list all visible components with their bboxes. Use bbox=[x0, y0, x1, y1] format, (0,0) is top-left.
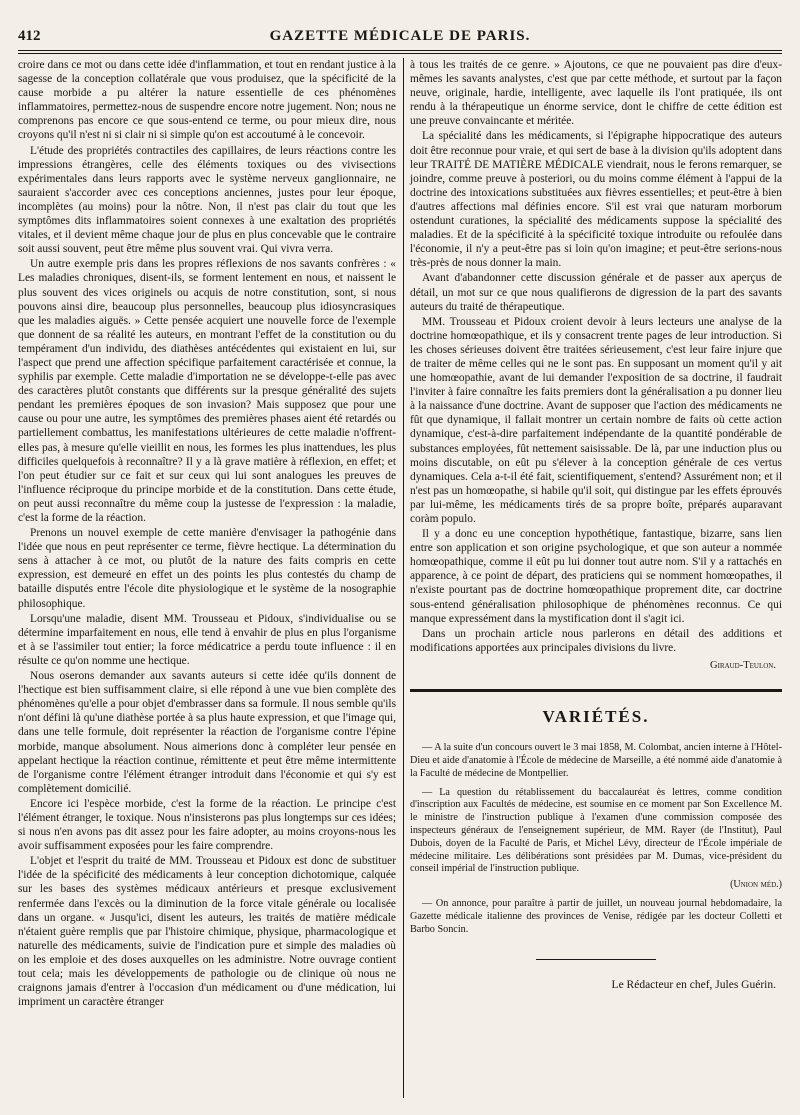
page-number: 412 bbox=[18, 28, 41, 44]
news-item: — La question du rétablissement du baccalauréat ès lettres, comme condition d'inscription aux Facultés de médecine, est soumise en ce moment par Son Excellence M. le ministre de l'instruction publique à l'examen d'une commission composée des inspecteurs généraux de l'enseignement supérieur, de MM. Rayer (de l'Institut), Paul Dubois, doyen de la Faculté de Paris, et Michel Lévy, directeur de l'École impériale de médecine militaire. Les délibérations sont présidées par M. Dumas, vice-président du conseil impérial de l'instruction publique. bbox=[410, 786, 782, 875]
source-note: (Union méd.) bbox=[730, 879, 782, 891]
header-rule bbox=[18, 50, 782, 54]
right-column bbox=[410, 58, 782, 992]
author-signature: Giraud-Teulon. bbox=[709, 659, 776, 671]
paragraph: Prenons un nouvel exemple de cette manière d'envisager la pathogénie dans l'idée que nous en peut représenter ce terme, fièvre hectique. La détermination du sens à attacher à ce mot, ou plutôt de la nature des faits compris en cette expression, est demeuré en effet un des points les plus contestés du champ de bataille disputés entre l'école dite physiologique et le système de la nosographie philosophique. bbox=[18, 527, 396, 610]
column-divider bbox=[403, 58, 404, 1098]
varietes-title: VARIÉTÉS. bbox=[542, 707, 650, 727]
paragraph: Avant d'abandonner cette discussion générale et de passer aux aperçus de détail, un mot sur ce que nous qualifierons de digression de la part des savants auteurs du traité de thérapeutique. bbox=[410, 272, 782, 313]
paragraph: Un autre exemple pris dans les propres réflexions de nos savants confrères : « Les maladies chroniques, disent-ils, se forment lentement en nous, et naissent le plus souvent des vices originels ou acquis de notre constitution, sont, si nous pouvons ainsi dire, beaucoup plus personnelles, beaucoup plus idiosyncrasiques que les maladies aiguës. » Cette pensée acquiert une nouvelle force de l'exemple que donnent de sa réalité les auteurs, en montrant l'effet de la constitution ou du tempérament d'un individu, des diathèses antécédentes qui existaient en lui, sur l'aspect que prend une affection spécifique parfaitement caractérisée et connue, la syphilis par exemple. Cette maladie d'importation ne se développe-t-elle pas avec des caractères plutôt constants que différents sur la presque généralité des sujets pendant les premières époques de son invasion? Mais supposez que pour une cause ou pour une autre, les symptômes des premières phases aient été retardés ou partiellement combattus, les manifestations ultérieures de cette maladie n'offrent-elles pas, à mesure qu'elle vieillit en nous, les formes les plus inattendues, les plus difficiles quelquefois à reconnaître? Il y a là grave matière à réflexion, en effet; et l'on peut étudier sur ce fait et sur ceux qui lui sont analogues les preuves de l'influence réciproque du principe morbide et de la constitution. Dans cette étude, on peut aussi reconnaître du même coup la justesse de l'expression : la maladie, c'est la forme de la réaction. bbox=[18, 258, 396, 524]
news-item: — A la suite d'un concours ouvert le 3 mai 1858, M. Colombat, ancien interne à l'Hôtel-Dieu et aide d'anatomie à l'École de médecine de Marseille, a été nommé aide d'anatomie à la Faculté de médecine de Montpellier. bbox=[410, 742, 782, 779]
left-column bbox=[18, 58, 396, 1010]
paragraph: MM. Trousseau et Pidoux croient devoir à leurs lecteurs une analyse de la doctrine homœopathique, et ils y consacrent trente pages de leur introduction. Si les choses sérieuses doivent être traitées sérieusement, c'est leur faire injure que de traiter de même celles qui ne le sont pas. En supposant un moment qu'il y ait une homœopathie, avant de lui demander l'exposition de sa doctrine, il faudrait l'inviter à faire connaître les faits premiers dont la généralisation a pu donner lieu à la naissance d'une doctrine. Avant de supposer que l'action des médicaments ne fût que dynamique, il fallait montrer un certain nombre de faits où cette action dynamique, c'est-à-dire parfaitement indépendante de la quantité pondérable de substances employées, fût nettement saisissable. De là, par une induction plus ou moins discutable, on eût pu s'élever à la conception générale de ces vertus dynamiques. Cela a-t-il été fait, scientifiquement, s'entend? Assurément non; et il n'est pas un homœopathe, si habile qu'il soit, qui distingue par les effets éprouvés par lui-même, les médicaments tirés de sa propre boîte, préparés auparavant coràm populo. bbox=[410, 315, 782, 525]
paragraph: Lorsqu'une maladie, disent MM. Trousseau et Pidoux, s'individualise ou se détermine imparfaitement en nous, elle tend à envahir de plus en plus l'organisme et à se l'assimiler tout entier; la force médicatrice a perdu toute influence : il en résulte ce qu'on nomme une hectique. bbox=[18, 612, 396, 667]
paragraph: La spécialité dans les médicaments, si l'épigraphe hippocratique des auteurs doit être reconnue pour vraie, et qui sert de base à la division qu'ils adoptent dans leur TRAITÉ DE MATIÈRE MÉDICALE viendrait, nous le ferons remarquer, se joindre, comme preuve à posteriori, ou du moins comme élément à l'appui de la doctrine des intoxications substituées aux fièvres essentielles; et peut-être à bien d'autres affections mal définies encore. S'il est vrai que naturam morborum ostendunt curationes, la spécialité des médicaments suppose la spécialité des maladies. Et de la spécificité à la spécificité toxique introduite ou refoulée dans l'économie, il n'y a peut-être pas si loin qu'on imagine; et peut-être serions-nous très-près de nous donner la main. bbox=[410, 130, 782, 270]
paragraph: L'étude des propriétés contractiles des capillaires, de leurs réactions contre les impressions étrangères, celle des éléments toxiques ou des vivisections expérimentales dans leurs rapports avec le système nerveux ganglionnaire, ne sauraient s'accorder avec ces conceptions anciennes, justes pour leur époque, incomplètes (au moins) pour la nôtre. Non, il n'est pas clair du tout que les symptômes dits inflammatoires soient connexes à une exaltation des propriétés vitales, et il devient même chaque jour de plus en plus concevable que le contraire soit aussi souvent, peut être même plus souvent vrai. Qui vivra verra. bbox=[18, 144, 396, 256]
paragraph: à tous les traités de ce genre. » Ajoutons, ce que ne pouvaient pas dire d'eux-mêmes les savants analystes, c'est que par cette méthode, et surtout par la façon neuve, originale, hardie, intelligente, avec laquelle ils l'ont pratiquée, ils ont rendu à la thérapeutique un énorme service, dont le chiffre de cette édition est une preuve convaincante et méritée. bbox=[410, 59, 782, 128]
paragraph: L'objet et l'esprit du traité de MM. Trousseau et Pidoux est donc de substituer l'idée de la spécificité des médicaments à leur conception dichotomique, calquée sur les bases des systèmes médicaux antérieurs et presque exclusivement renfermée dans l'excès ou la diminution de la force vitale générale ou localisée dans un organe. « Jusqu'ici, disent les auteurs, les traités de matière médicale n'étaient guère remplis que par l'histoire chimique, physique, pharmacologique et naturelle des médicaments, suivie de l'indication pure et simple des maladies où on les emploie et des doses auxquelles on les administre. Notre ouvrage contient tout cela; mais les développements de pathologie ou de clinique où nous ne craignons jamais d'entrer à l'occasion d'un médicament ou d'une médication, lui impriment un caractère étranger bbox=[18, 855, 396, 1009]
paragraph: croire dans ce mot ou dans cette idée d'inflammation, et tout en rendant justice à la sagesse de la conception collatérale que vous produisez, que la spécificité de la cause morbide a pu altérer la nature essentielle de ces phénomènes inflammatoires, permettez-nous de suspendre encore notre jugement. Non; nous ne comprenons pas encore ce que sous-entend ce terme, ou pour mieux dire, nous croyons qu'il n'est ni si clair ni si simple qu'on est accoutumé à le concevoir. bbox=[18, 59, 396, 142]
journal-title: GAZETTE MÉDICALE DE PARIS. bbox=[269, 28, 531, 44]
paragraph: Il y a donc eu une conception hypothétique, fantastique, bizarre, sans lien entre son application et son origine psychologique, et que son auteur a nommée homœopathique, comme il eût pu lui donner tout autre nom. S'il y a rattachés en apparence, à ce point de départ, des praticiens qui se nomment homœopathes, il n'existe pourtant pas de doctrine homœopathique proprement dite, car doctrine sous-entend généralisation philosophique de phénomènes reconnus. Ce qui manque expressément dans la mystification dont il s'agit ici. bbox=[410, 528, 782, 625]
section-rule bbox=[410, 689, 782, 692]
paragraph: Dans un prochain article nous parlerons en détail des additions et modifications apportées aux principales divisions du livre. bbox=[410, 627, 782, 654]
paragraph: Nous oserons demander aux savants auteurs si cette idée qu'ils donnent de l'hectique est bien suffisamment claire, si elle répond à une vue bien complète des phénomènes qu'elle a pour objet d'embrasser dans sa formule. Il nous semble qu'ils n'ont défini là qu'une diathèse portée à sa plus haute expression, et que l'image qui, dans une telle formule, doit représenter la réaction de l'organisme contre l'épine morbide, manque absolument. Nous aimerions donc à compléter leur pensée en appelant hectique la réaction continue, rémittente et peut être même intermittente de l'organisme contre l'élément étranger introduit dans l'économie et qui s'y est complètement domicilié. bbox=[18, 670, 396, 795]
paragraph: Encore ici l'espèce morbide, c'est la forme de la réaction. Le principe c'est l'élément étranger, le toxique. Nous n'insisterons pas plus longtemps sur ces idées; si nous n'en avons pas dit assez pour les faire adopter, au moins croyons-nous les avoir suffisamment exposées pour les faire comprendre. bbox=[18, 797, 396, 853]
news-item: — On annonce, pour paraître à partir de juillet, un nouveau journal hebdomadaire, la Gazette médicale italienne des provinces de Venise, rédigée par les docteur Colletti et Barbo Soncin. bbox=[410, 898, 782, 935]
editor-line: Le Rédacteur en chef, Jules Guérin. bbox=[611, 978, 776, 991]
varietes-section bbox=[410, 742, 782, 936]
page-header bbox=[18, 28, 782, 48]
closing-rule bbox=[536, 959, 656, 960]
